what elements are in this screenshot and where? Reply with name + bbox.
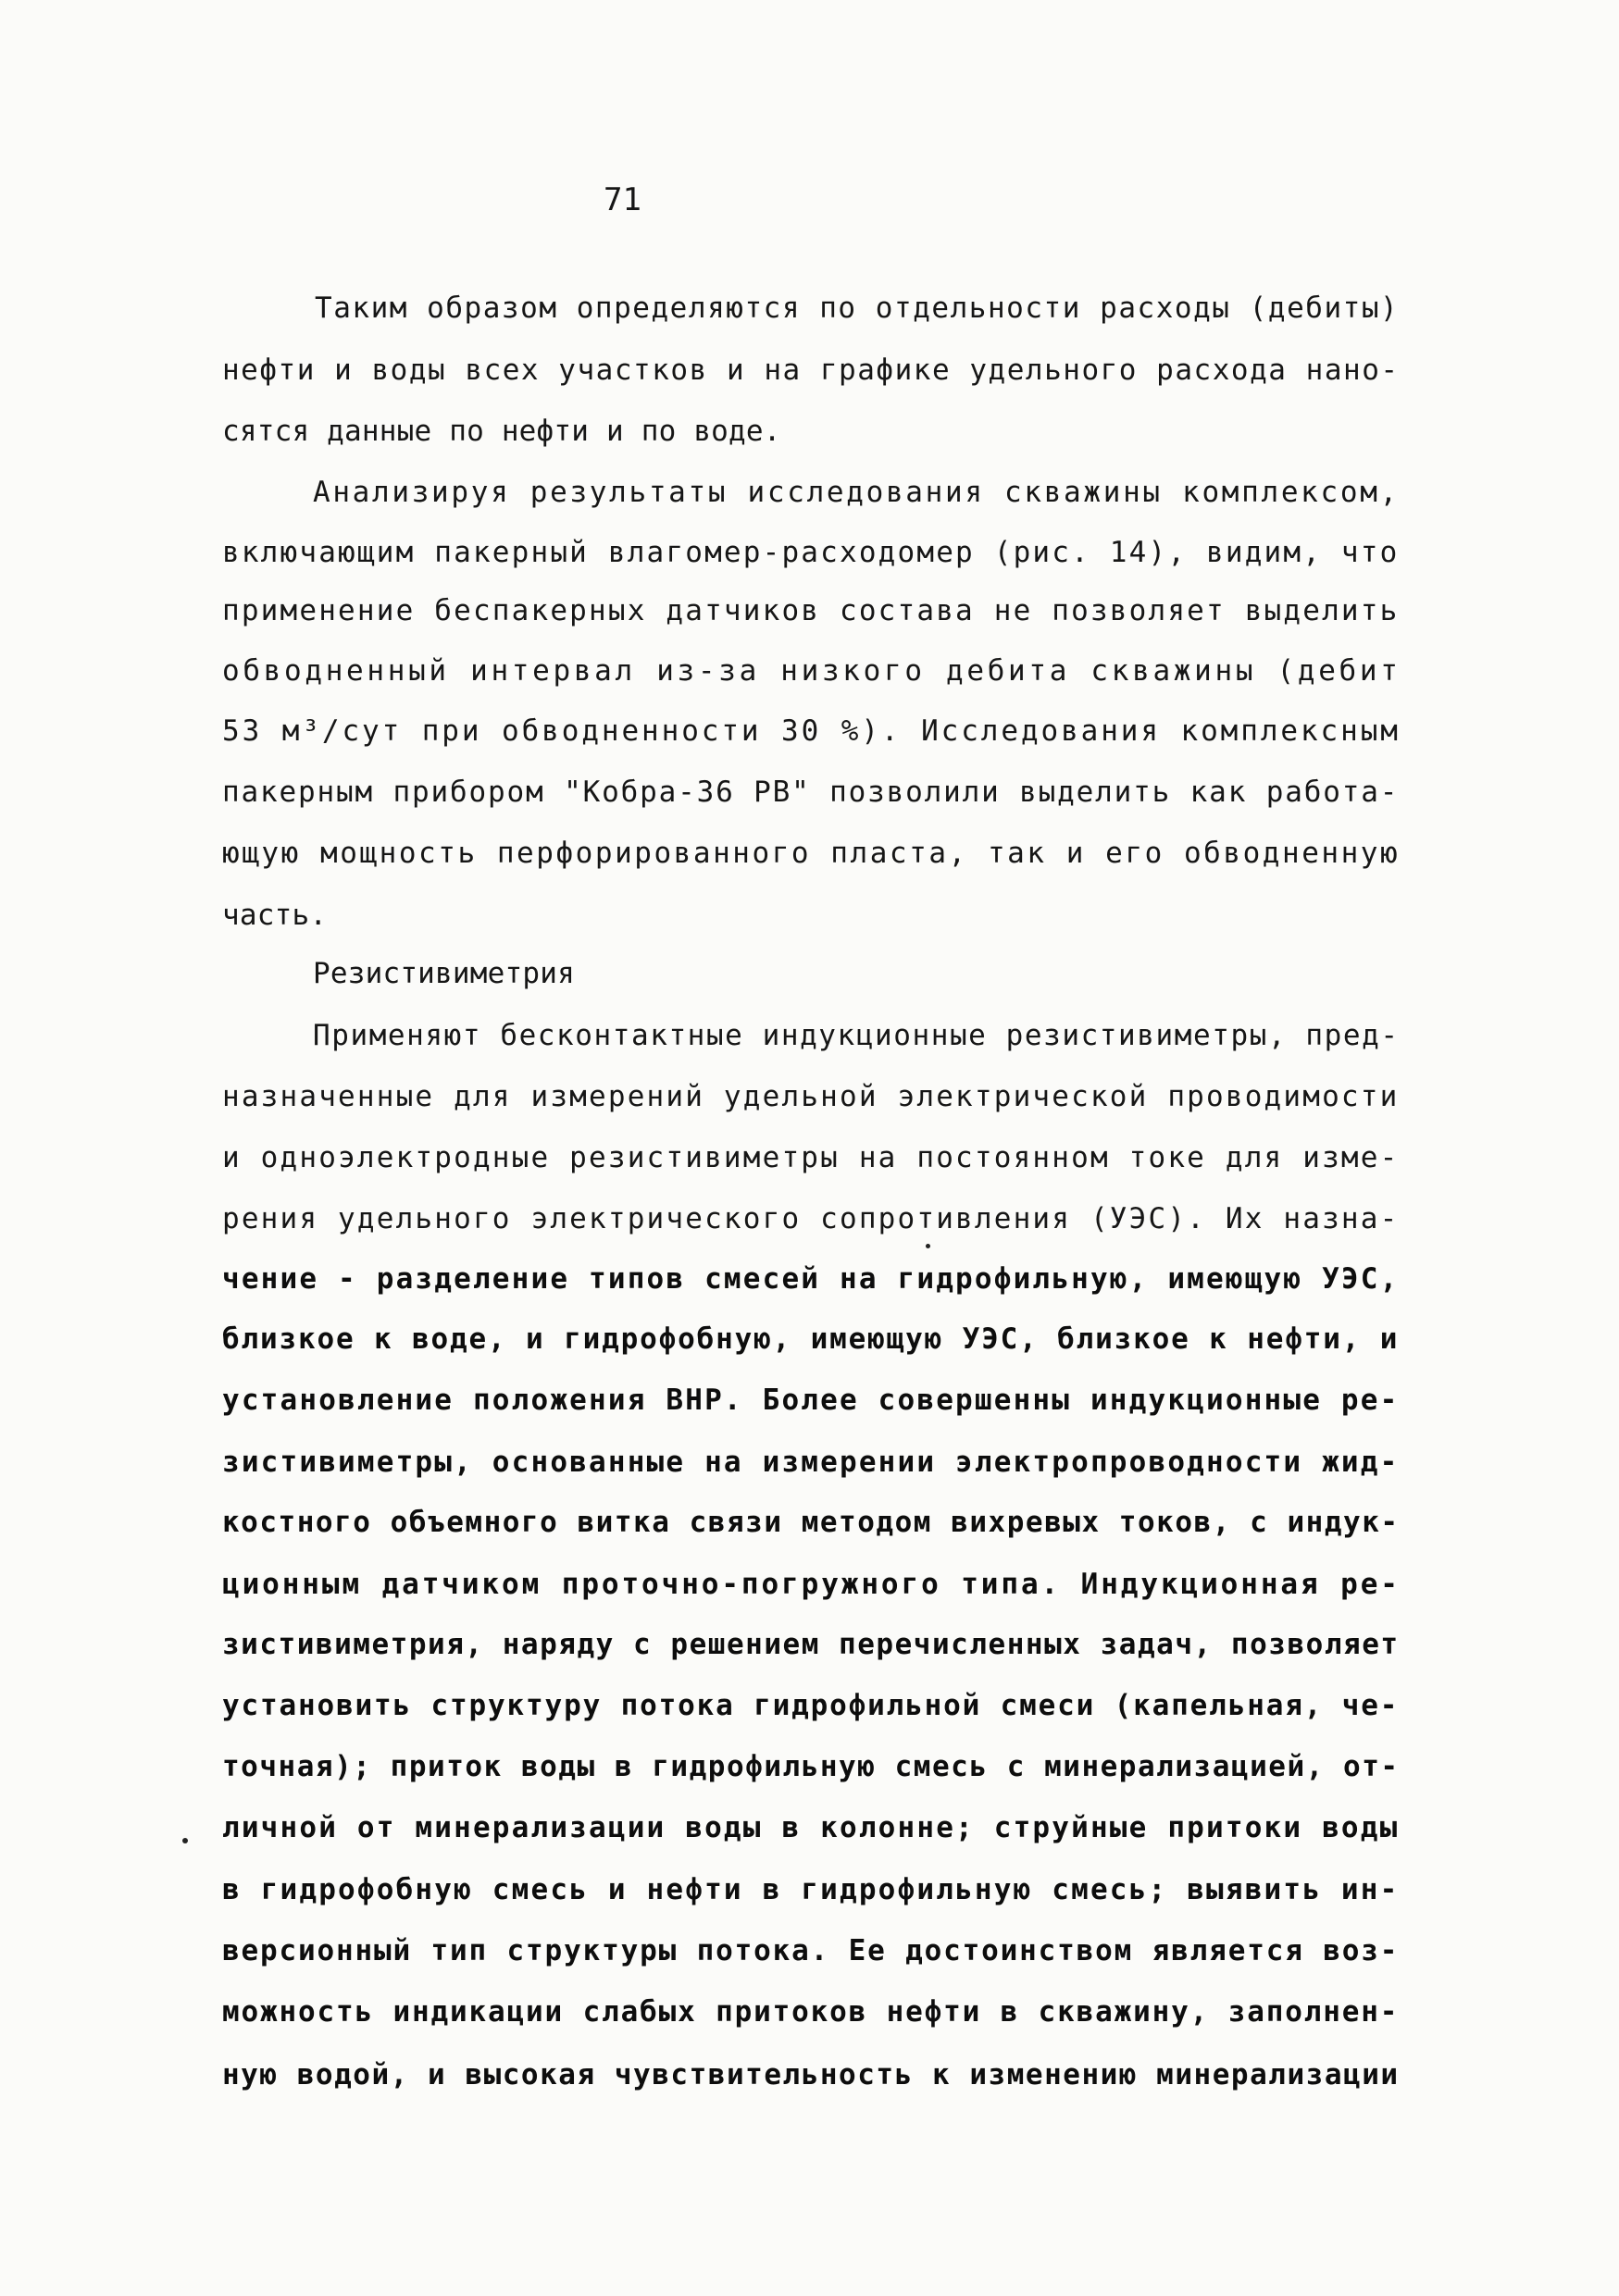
text-line: костного объемного витка связи методом вихревых токов, с индук- — [222, 1506, 1400, 1539]
text-line: включающим пакерный влагомер-расходомер (рис. 14), видим, что — [222, 536, 1400, 569]
text-line: можность индикации слабых притоков нефти в скважину, заполнен- — [222, 1995, 1400, 2029]
text-line: личной от минерализации воды в колонне; струйные притоки воды — [222, 1811, 1400, 1844]
text-line: и одноэлектродные резистивиметры на постоянном токе для изме- — [222, 1141, 1400, 1174]
text-line: нефти и воды всех участков и на графике удельного расхода нано- — [222, 354, 1400, 387]
text-line: в гидрофобную смесь и нефти в гидрофильную смесь; выявить ин- — [222, 1873, 1400, 1906]
text-line: Таким образом определяются по отдельности расходы (дебиты) — [315, 292, 1400, 325]
section-heading: Резистивиметрия — [313, 957, 575, 990]
text-line: ную водой, и высокая чувствительность к изменению минерализации — [222, 2058, 1400, 2091]
text-line: 53 м³/сут при обводненности 30 %). Исследования комплексным — [222, 714, 1401, 748]
text-line: сятся данные по нефти и по воде. — [222, 415, 781, 448]
text-line: ционным датчиком проточно-погружного типа. Индукционная ре- — [222, 1568, 1401, 1601]
text-line: обводненный интервал из-за низкого дебита скважины (дебит — [222, 654, 1401, 688]
text-line: зистивиметры, основанные на измерении электропроводности жид- — [222, 1446, 1400, 1479]
text-line: зистивиметрия, наряду с решением перечисленных задач, позволяет — [222, 1628, 1400, 1661]
text-line: рения удельного электрического сопротивления (УЭС). Их назна- — [222, 1202, 1400, 1235]
text-line: установить структуру потока гидрофильной смеси (капельная, че- — [222, 1689, 1400, 1722]
text-line: ющую мощность перфорированного пласта, так и его обводненную — [222, 837, 1401, 870]
text-line: назначенные для измерений удельной электрической проводимости — [222, 1080, 1400, 1113]
text-line: Анализируя результаты исследования скважины комплексом, — [313, 476, 1400, 509]
text-line: применение беспакерных датчиков состава не позволяет выделить — [222, 594, 1400, 627]
text-line: близкое к воде, и гидрофобную, имеющую УЭС, близкое к нефти, и — [222, 1322, 1400, 1356]
text-line: точная); приток воды в гидрофильную смесь с минерализацией, от- — [222, 1750, 1400, 1783]
text-line: часть. — [222, 899, 328, 932]
page-number: 71 — [604, 181, 641, 218]
text-line: версионный тип структуры потока. Ее достоинством является воз- — [222, 1934, 1400, 1967]
scan-speck — [926, 1244, 930, 1248]
scan-speck — [182, 1838, 188, 1843]
text-line: пакерным прибором "Кобра-36 РВ" позволили выделить как работа- — [222, 776, 1400, 809]
text-line: Применяют бесконтактные индукционные резистивиметры, пред- — [313, 1019, 1400, 1052]
text-line: установление положения ВНР. Более совершенны индукционные ре- — [222, 1384, 1400, 1417]
text-line: чение - разделение типов смесей на гидрофильную, имеющую УЭС, — [222, 1262, 1400, 1296]
